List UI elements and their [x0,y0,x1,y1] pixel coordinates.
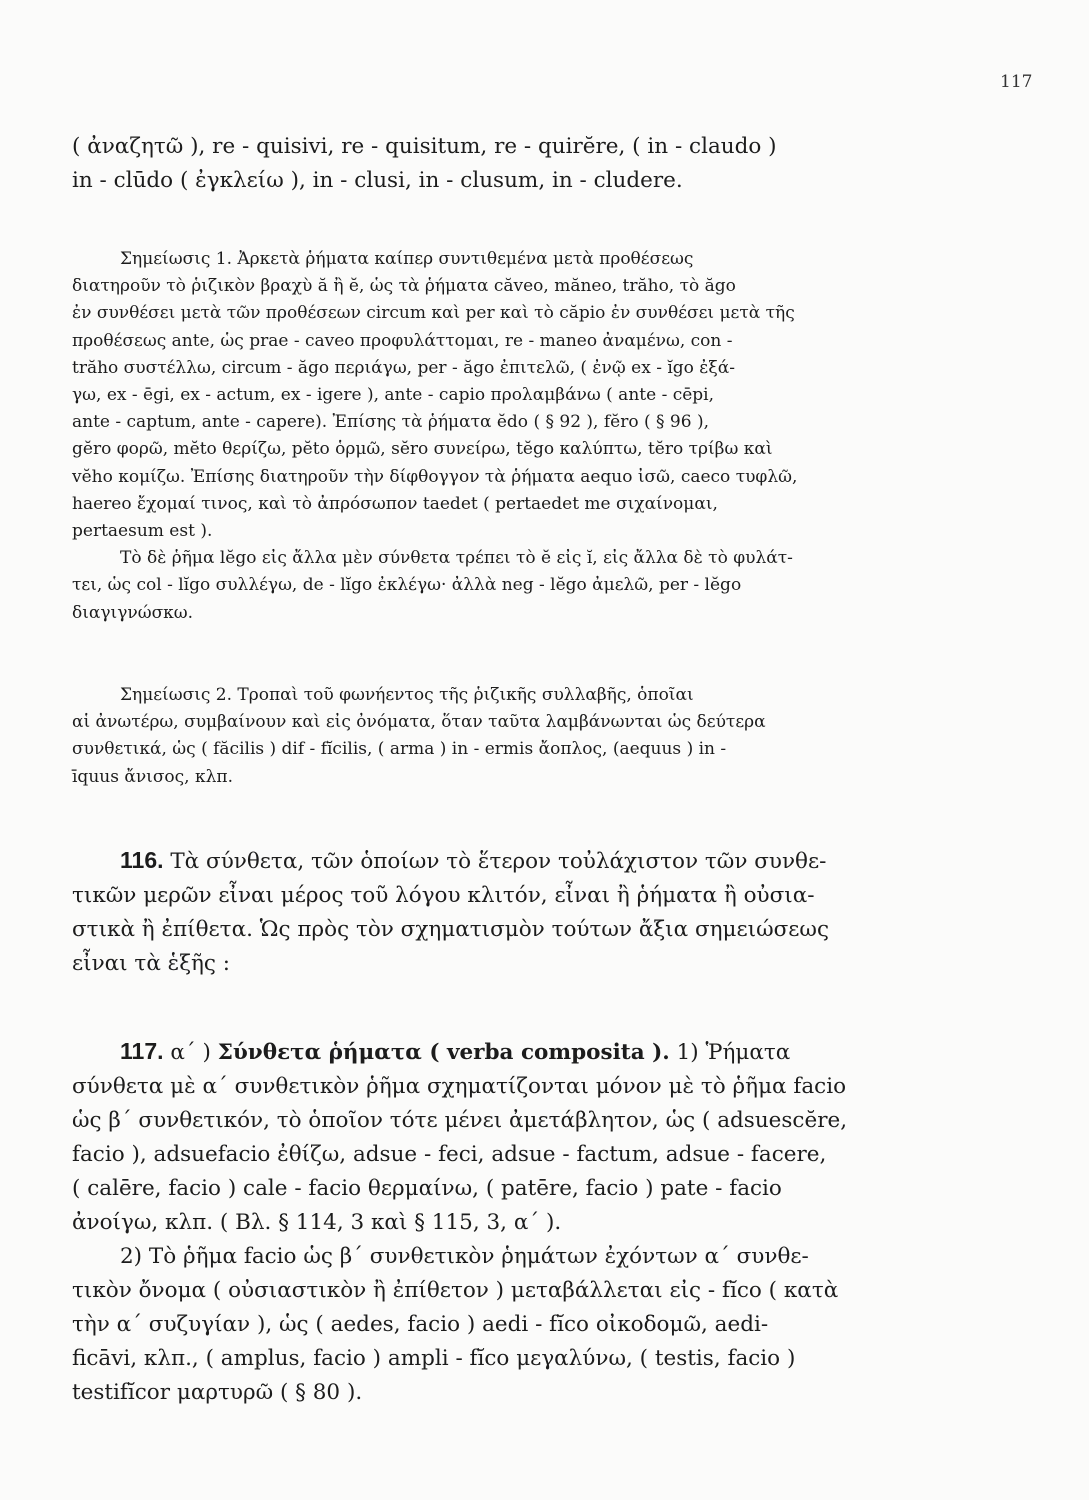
section-116 [72,843,952,981]
text-line: ἐν συνθέσει μετὰ τῶν προθέσεων circum καὶ per καὶ τὸ căpio ἐν συνθέσει μετὰ τῆς [72,303,795,324]
section-number: 117. [120,1038,164,1064]
text-line: vĕho κομίζω. Ἐπίσης διατηροῦν τὴν δίφθογγον τὰ ῥήματα aequo ἰσῶ, caeco τυφλῶ, [72,466,798,487]
text-line: 1) Ῥήματα [676,1040,791,1065]
text-line: haereo ἔχομαί τινος, καὶ τὸ ἀπρόσωπον taedet ( pertaedet me σιχαίνομαι, [72,493,718,514]
text-line: in - clūdo ( ἐγκλείω ), in - clusi, in - clusum, in - cludere. [72,168,683,193]
text-line: īquus ἄνισος, κλπ. [72,766,233,787]
text-line: αἱ ἀνωτέρω, συμβαίνουν καὶ εἰς ὀνόματα, ὅταν ταῦτα λαμβάνωνται ὡς δεύτερα [72,712,766,733]
text-line: τικὸν ὄνομα ( οὐσιαστικὸν ἢ ἐπίθετον ) μεταβάλλεται εἰς - fĭco ( κατὰ [72,1278,839,1303]
text-line: προθέσεως ante, ὡς prae - caveo προφυλάττομαι, re - maneo ἀναμένω, con - [72,330,733,351]
text-line: Σημείωσις 2. Τροπαὶ τοῦ φωνήεντος τῆς ῥιζικῆς συλλαβῆς, ὁποῖαι [120,685,694,705]
text-line: pertaesum est ). [72,521,213,542]
text-line: trăho συστέλλω, circum - ăgo περιάγω, per - ăgo ἐπιτελῶ, ( ἐνῷ ex - ĭgo ἐξά- [72,357,736,378]
text-line: ( ἀναζητῶ ), re - quisivi, re - quisitum, re - quirĕre, ( in - claudo ) [72,134,777,159]
text-line: 2) Τὸ ῥῆμα facio ὡς β΄ συνθετικὸν ῥημάτων ἐχόντων α΄ συνθε- [120,1244,809,1269]
text-line: στικὰ ἢ ἐπίθετα. Ὡς πρὸς τὸν σχηματισμὸν τούτων ἄξια σημειώσεως [72,917,829,942]
text-line: εἶναι τὰ ἑξῆς : [72,951,231,976]
section-117 [72,1034,952,1410]
section-number: 116. [120,847,164,873]
text-line: τικῶν μερῶν εἶναι μέρος τοῦ λόγου κλιτόν, εἶναι ἢ ῥήματα ἢ οὐσια- [72,883,815,908]
text-line: testifĭcor μαρτυρῶ ( § 80 ). [72,1380,363,1405]
text-line: συνθετικά, ὡς ( făcilis ) dif - fĭcilis, ( arma ) in - ermis ἄοπλος, (aequus ) in - [72,739,727,760]
text-line: ante - captum, ante - capere). Ἐπίσης τὰ ῥήματα ĕdo ( § 92 ), fĕro ( § 96 ), [72,412,709,433]
top-block [72,130,952,198]
text-line: gĕro φορῶ, mĕto θερίζω, pĕto ὁρμῶ, sĕro συνείρω, tĕgo καλύπτω, tĕro τρίβω καὶ [72,439,773,460]
note-2 [72,682,952,791]
text-line: ( calēre, facio ) cale - facio θερμαίνω, ( patēre, facio ) pate - facio [72,1176,782,1201]
text-line: τει, ὡς col - lĭgo συλλέγω, de - lĭgo ἐκλέγω· ἀλλὰ neg - lĕgo ἀμελῶ, per - lĕgo [72,575,742,596]
section-label: α΄ ) [170,1040,211,1065]
page-number: 117 [1000,72,1033,92]
text-line: Τὸ δὲ ῥῆμα lĕgo εἰς ἄλλα μὲν σύνθετα τρέπει τὸ ĕ εἰς ĭ, εἰς ἄλλα δὲ τὸ φυλάτ- [120,548,793,569]
section-116-first-line [72,843,952,879]
text-line: ὡς β΄ συνθετικόν, τὸ ὁποῖον τότε μένει ἀμετάβλητον, ὡς ( adsuescĕre, [72,1108,848,1133]
text-line: διαγιγνώσκω. [72,602,194,623]
text-line: ἀνοίγω, κλπ. ( Βλ. § 114, 3 καὶ § 115, 3, α΄ ). [72,1210,562,1235]
text-line: σύνθετα μὲ α΄ συνθετικὸν ῥῆμα σχηματίζονται μόνον μὲ τὸ ῥῆμα facio [72,1074,847,1099]
text-line: facio ), adsuefacio ἐθίζω, adsue - feci, adsue - factum, adsue - facere, [72,1142,827,1167]
text-line: διατηροῦν τὸ ῥιζικὸν βραχὺ ă ἢ ĕ, ὡς τὰ ῥήματα căveo, măneo, trăho, τὸ ăgo [72,276,736,297]
text-line: τὴν α΄ συζυγίαν ), ὡς ( aedes, facio ) aedi - fĭco οἰκοδομῶ, aedi- [72,1312,769,1337]
section-heading: Σύνθετα ῥήματα ( verba composita ). [217,1040,670,1065]
text-line: Τὰ σύνθετα, τῶν ὁποίων τὸ ἕτερον τοὐλάχιστον τῶν συνθε- [170,849,827,874]
text-line: ficāvi, κλπ., ( amplus, facio ) ampli - fĭco μεγαλύνω, ( testis, facio ) [72,1346,796,1371]
section-117-first-line [72,1034,952,1070]
text-line: γω, ex - ēgi, ex - actum, ex - igere ), ante - capio προλαμβάνω ( ante - cēpi, [72,385,715,406]
text-line: Σημείωσις 1. Ἀρκετὰ ῥήματα καίπερ συντιθεμένα μετὰ προθέσεως [120,249,694,269]
note-1 [72,246,952,627]
